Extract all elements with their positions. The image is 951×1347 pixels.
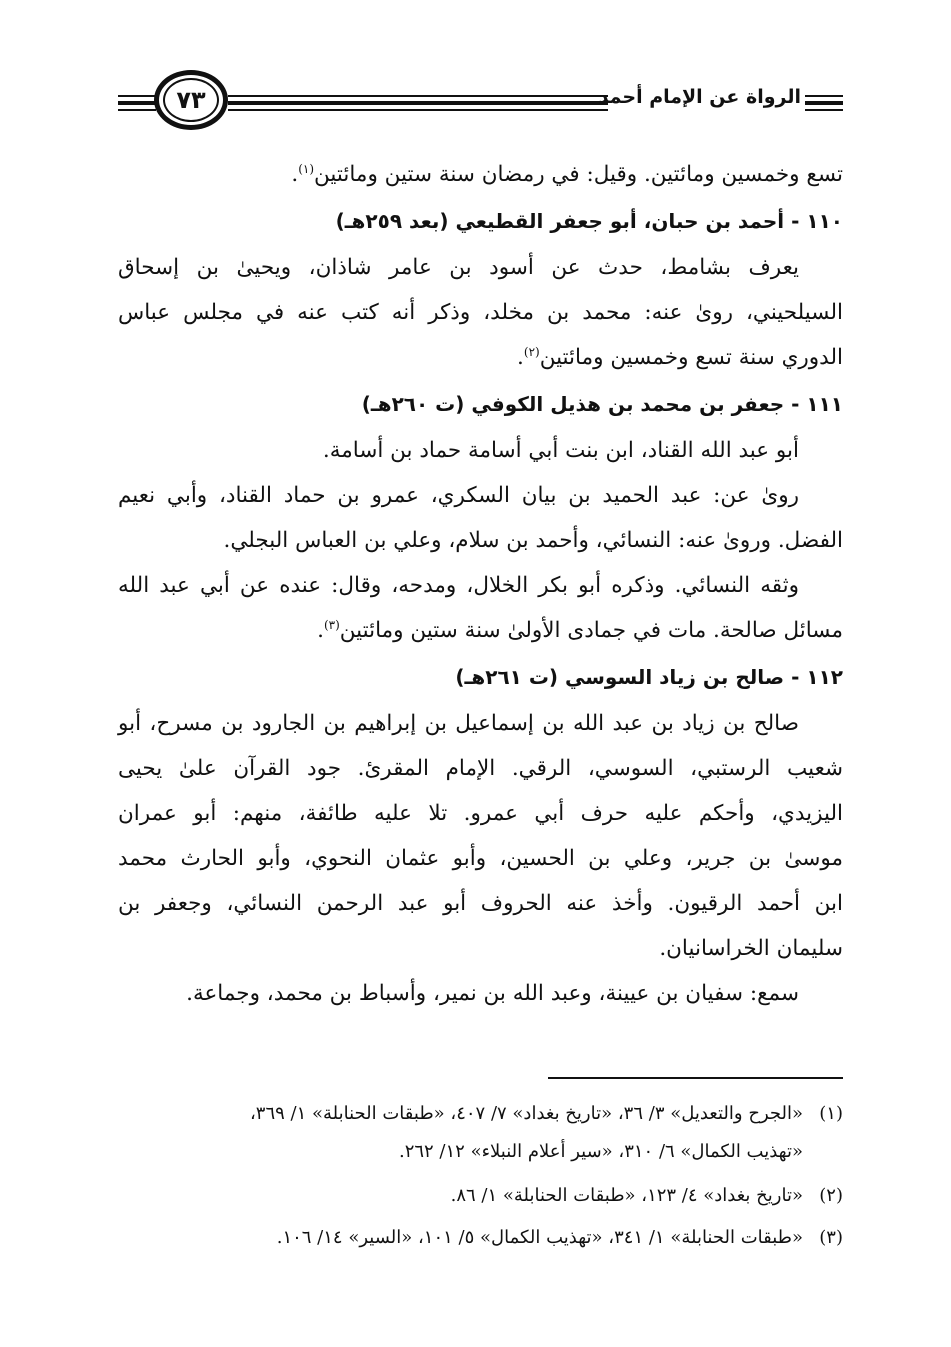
text-line: [118, 152, 843, 197]
footnote-text: «طبقات الحنابلة» ١/ ٣٤١، «تهذيب الكمال» ٥/ ١٠١، «السير» ١٤/ ١٠٦.: [276, 1227, 803, 1248]
text: .: [317, 618, 324, 643]
text-line: موسىٰ بن جرير، وعلي بن الحسين، وأبو عثمان النحوي، وأبو الحارث محمد: [118, 846, 843, 871]
footnote-text: «الجرح والتعديل» ٣/ ٣٦، «تاريخ بغداد» ٧/ ٤٠٧، «طبقات الحنابلة» ١/ ٣٦٩،: [249, 1103, 803, 1124]
page-number: ٧٣: [176, 86, 206, 114]
footnote-text: «تهذيب الكمال» ٦/ ٣١٠، «سير أعلام النبلاء» ١٢/ ٢٦٢.: [398, 1141, 803, 1162]
text-line: وثقه النسائي. وذكره أبو بكر الخلال، ومدحه، وقال: عنده عن أبي عبد الله: [118, 573, 799, 598]
text-line: يعرف بشامط، حدث عن أسود بن عامر شاذان، ويحيىٰ بن إسحاق: [118, 255, 799, 280]
text-line: سمع: سفيان بن عيينة، وعبد الله بن نمير، وأسباط بن محمد، وجماعة.: [186, 981, 799, 1006]
text-line: الفضل. وروىٰ عنه: النسائي، وأحمد بن سلام، وعلي بن العباس البجلي.: [223, 528, 843, 553]
text-line: صالح بن زياد بن عبد الله بن إسماعيل بن إبراهيم بن الجارود بن مسرح، أبو: [118, 711, 799, 736]
footnote-ref[interactable]: (٢): [523, 344, 540, 359]
footnote-1: [118, 1095, 843, 1171]
text: تسع وخمسين ومائتين. وقيل: في رمضان سنة ستين ومائتين: [314, 162, 843, 187]
text: الدوري سنة تسع وخمسين ومائتين: [539, 345, 843, 370]
header-rule: [118, 101, 156, 105]
entry-heading-111: ١١١ - جعفر بن محمد بن هذيل الكوفي (ت ٢٦٠هـ): [361, 392, 843, 416]
footnotes: [118, 1095, 843, 1257]
header-rule: [805, 101, 843, 105]
footnote-number[interactable]: (٢): [819, 1185, 843, 1206]
main-text: [118, 152, 843, 1016]
running-title: الرواة عن الإمام أحمد: [598, 86, 801, 108]
text-line: اليزيدي، وأحكم عليه حرف أبي عمرو. تلا عليه طائفة، منهم: أبو عمران: [118, 801, 843, 826]
footnote-number[interactable]: (١): [819, 1103, 843, 1124]
header-rule: [805, 95, 843, 97]
header-rule: [118, 95, 156, 97]
text-line: شعيب الرستبي، السوسي، الرقي. الإمام المقرئ. جود القرآن علىٰ يحيى: [118, 756, 844, 781]
header-rule: [228, 95, 608, 97]
footnote-ref[interactable]: (٣): [323, 617, 340, 632]
header-rule: [228, 109, 608, 111]
header-rule: [228, 101, 608, 105]
footnote-3: [118, 1219, 843, 1257]
footnote-text: «تاريخ بغداد» ٤/ ١٢٣، «طبقات الحنابلة» ١/ ٨٦.: [450, 1185, 803, 1206]
footnote-separator: [548, 1077, 843, 1079]
header-rule: [118, 109, 156, 111]
header-rule: [805, 109, 843, 111]
text: مسائل صالحة. مات في جمادى الأولىٰ سنة ستين ومائتين: [339, 618, 843, 643]
text-line: [118, 608, 843, 653]
text-line: روىٰ عن: عبد الحميد بن بيان السكري، عمرو بن حماد القناد، وأبي نعيم: [118, 483, 799, 508]
footnote-2: [118, 1177, 843, 1215]
footnote-ref[interactable]: (١): [298, 161, 315, 176]
page-header: [118, 62, 843, 142]
text-line: أبو عبد الله القناد، ابن بنت أبي أسامة حماد بن أسامة.: [322, 438, 799, 463]
footnote-number[interactable]: (٣): [819, 1227, 843, 1248]
text: .: [517, 345, 524, 370]
entry-heading-110: ١١٠ - أحمد بن حبان، أبو جعفر القطيعي (بعد ٢٥٩هـ): [335, 209, 843, 233]
text-line: سليمان الخراسانيان.: [659, 936, 843, 961]
entry-heading-112: ١١٢ - صالح بن زياد السوسي (ت ٢٦١هـ): [455, 665, 843, 689]
text-line: [118, 335, 843, 380]
page-number-ornament: [154, 70, 228, 130]
text-line: ابن أحمد الرقيون. وأخذ عنه الحروف أبو عبد الرحمن النسائي، وجعفر بن: [118, 891, 843, 916]
text-line: السيلحيني، روىٰ عنه: محمد بن مخلد، وذكر أنه كتب عنه في مجلس عباس: [118, 300, 843, 325]
text: .: [291, 162, 299, 187]
